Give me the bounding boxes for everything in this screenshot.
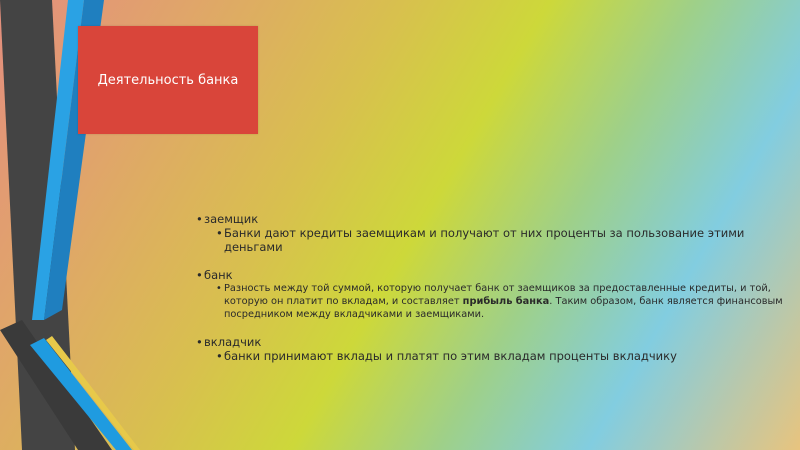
item-text-bold: прибыль банка [462,296,550,307]
item-heading: • банк [196,268,796,282]
item-text: • Банки дают кредиты заемщикам и получают от них проценты за пользование этими деньгами [216,226,796,254]
item-text: • банки принимают вклады и платят по этим вкладам проценты вкладчику [216,349,796,363]
item-text [216,282,796,321]
title-box [78,26,258,134]
item-heading: • вкладчик [196,335,796,349]
item-bank [196,268,796,321]
item-depositor [196,335,796,363]
slide-title: Деятельность банка [97,72,239,88]
item-text-after: . Таким образом, банк является финансовым посредником между вкладчиками и заемщиками. [224,296,783,320]
slide-content [196,212,796,377]
item-borrower [196,212,796,254]
item-text-before: Разность между той суммой, которую получает банк от заемщиков за предоставленные кредиты, и той, которую он платит по вкладам, и составляет [224,283,771,307]
item-heading: • заемщик [196,212,796,226]
